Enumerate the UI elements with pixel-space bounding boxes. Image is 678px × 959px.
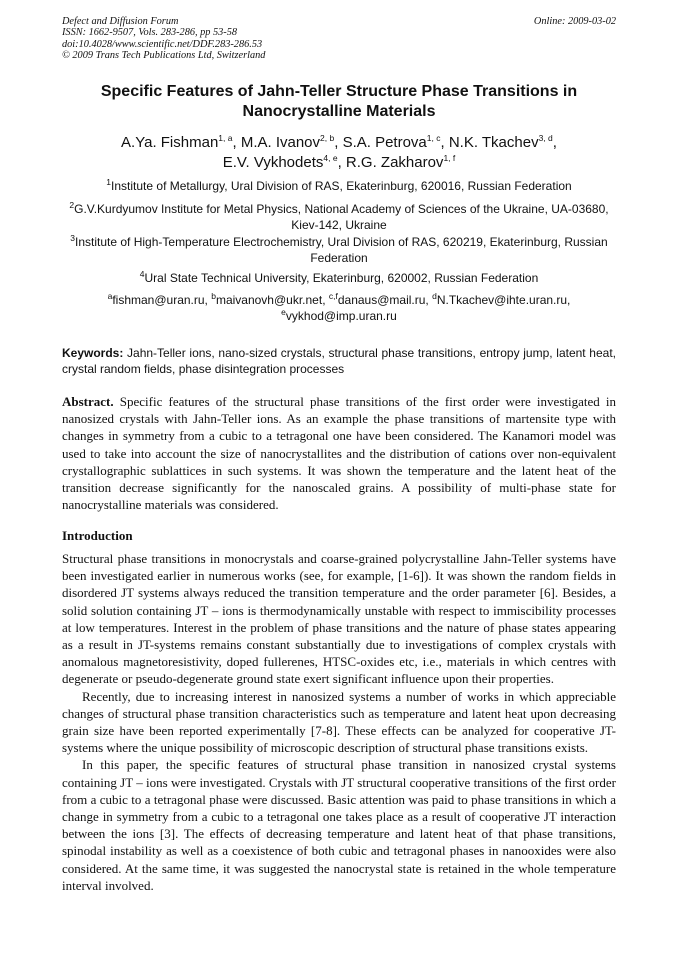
journal-doi: doi:10.4028/www.scientific.net/DDF.283-286.53 bbox=[62, 38, 263, 50]
affiliation-superscript: 2 bbox=[69, 200, 75, 210]
affiliation-3 bbox=[62, 235, 616, 266]
email-superscript: c,f bbox=[328, 291, 338, 301]
author-emails bbox=[62, 293, 616, 324]
author-name: R.G. Zakharov bbox=[345, 154, 444, 171]
keywords bbox=[62, 346, 616, 377]
abstract-text: Specific features of the structural phase transitions of the first order were investigated in nanosized crystals with Jahn-Teller ions. As an example the phase transitions of martensite type with changes in symmetry from a cubic to a tetragonal one have been considered. The Kanamori model was used to take into account the size of nanocrystallites and the distribution of cations over non-equivalent crystallographic sublattices in such systems. It was shown the temperature and the latent heat of the transition decrease significantly for the nanoscaled grains. A possibility of multi-phase state for nanocrystalline materials was considered. bbox=[62, 394, 616, 513]
abstract bbox=[62, 393, 616, 513]
affiliation-2 bbox=[62, 202, 616, 233]
affiliation-text: Ural State Technical University, Ekaterinburg, 620002, Russian Federation bbox=[144, 271, 539, 285]
author-superscript: 3, d bbox=[538, 133, 553, 143]
author-separator: , bbox=[232, 134, 241, 151]
email-address: danaus@mail.ru, bbox=[337, 293, 433, 307]
keywords-label: Keywords: bbox=[62, 346, 124, 360]
author-separator: , bbox=[334, 134, 343, 151]
email-address: fishman@uran.ru, bbox=[112, 293, 212, 307]
author-superscript: 1, a bbox=[218, 133, 233, 143]
author-superscript: 2, b bbox=[320, 133, 335, 143]
body-paragraph: Structural phase transitions in monocrystals and coarse-grained polycrystalline Jahn-Teller systems have been investigated earlier in numerous works (see, for example, [1-6]). It was shown the random fields in disordered JT systems always reduced the transition temperature and the order parameter [6]. Besides, a solid solution containing JT – ions is thermodynamically unstable with respect to immiscibility processes at low temperatures. Interest in the problem of phase transitions and the nature of phase states appearing as a result in JT-systems remains constant substantially due to investigations of complex crystals with anomalous magnetoresistivity, doped fullerenes, HTSC-oxides etc, i.e., materials in which centres with degenerate or pseudo-degenerate ground state exert significant influence upon their properties. bbox=[62, 551, 616, 687]
email-superscript: a bbox=[107, 291, 113, 301]
author-separator: , bbox=[337, 154, 346, 171]
body-paragraph: In this paper, the specific features of structural phase transition in nanosized crystal systems containing JT – ions were investigated. Crystals with JT structural cooperative transitions of the first order from a cubic to a tetragonal phase were discussed. Basic attention was paid to phase transitions in which a change in symmetry from a cubic to a tetragonal one takes place as a result of cooperative JT interaction between the ions [3]. The effects of decreasing temperature and latent heat of that phase transitions, spinodal instability as well as a coexistence of both cubic and tetragonal phases in nanooxides were also considered. At the same time, it was suggested the nanocrystal state is retained in the whole temperature interval involved. bbox=[62, 757, 616, 893]
section-heading-introduction: Introduction bbox=[62, 528, 133, 543]
author-superscript: 1, f bbox=[443, 153, 456, 163]
introduction-body bbox=[62, 550, 616, 894]
keywords-text: Jahn-Teller ions, nano-sized crystals, structural phase transitions, entropy jump, latent heat, crystal random fields, phase disintegration processes bbox=[62, 346, 616, 376]
affiliation-superscript: 3 bbox=[70, 233, 76, 243]
author-list bbox=[62, 133, 616, 173]
journal-copyright: © 2009 Trans Tech Publications Ltd, Switzerland bbox=[62, 49, 266, 61]
affiliation-text: Institute of High-Temperature Electrochemistry, Ural Division of RAS, 620219, Ekaterinburg, Russian Federation bbox=[75, 235, 608, 265]
affiliation-1 bbox=[62, 179, 616, 195]
author-separator: , bbox=[440, 134, 449, 151]
journal-issn: ISSN: 1662-9507, Vols. 283-286, pp 53-58 bbox=[62, 27, 238, 39]
author-name: A.Ya. Fishman bbox=[121, 134, 219, 151]
affiliation-4 bbox=[62, 271, 616, 287]
author-name: N.K. Tkachev bbox=[448, 134, 539, 151]
author-separator: , bbox=[552, 134, 557, 151]
email-superscript: b bbox=[211, 291, 216, 301]
email-address: N.Tkachev@ihte.uran.ru, bbox=[436, 293, 571, 307]
author-name: S.A. Petrova bbox=[342, 134, 427, 151]
paper-title: Specific Features of Jahn-Teller Structure Phase Transitions in Nanocrystalline Materials bbox=[100, 83, 578, 120]
author-superscript: 4, e bbox=[323, 153, 338, 163]
journal-header bbox=[62, 16, 616, 61]
email-superscript: e bbox=[281, 306, 286, 317]
email-address: vykhod@imp.uran.ru bbox=[285, 308, 397, 323]
online-date: Online: 2009-03-02 bbox=[533, 16, 616, 27]
journal-name: Defect and Diffusion Forum bbox=[62, 16, 179, 27]
affiliation-text: Institute of Metallurgy, Ural Division of RAS, Ekaterinburg, 620016, Russian Federation bbox=[111, 179, 572, 193]
author-name: M.A. Ivanov bbox=[240, 134, 321, 151]
email-address: maivanovh@ukr.net, bbox=[215, 293, 329, 307]
body-paragraph: Recently, due to increasing interest in nanosized systems a number of works in which appreciable changes of structural phase transition characteristics such as temperature and latent heat upon decreasing grain size have been reported experimentally [7-8]. These effects can be analyzed for cooperative JT-systems where the unique possibility of microscopic description of structural phase transitions exists. bbox=[62, 688, 616, 756]
email-superscript: d bbox=[432, 291, 437, 301]
abstract-label: Abstract. bbox=[62, 394, 114, 409]
affiliation-superscript: 1 bbox=[106, 177, 112, 187]
author-name: E.V. Vykhodets bbox=[222, 154, 324, 171]
affiliation-superscript: 4 bbox=[139, 269, 145, 279]
affiliation-text: G.V.Kurdyumov Institute for Metal Physics, National Academy of Sciences of the Ukraine, UA-03680, Kiev-142, Ukraine bbox=[74, 202, 609, 232]
author-superscript: 1, c bbox=[426, 133, 441, 143]
